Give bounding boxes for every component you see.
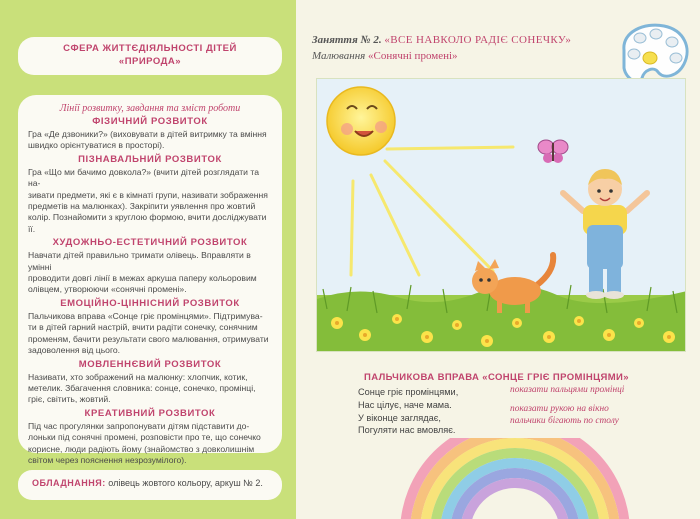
poem-line: Сонце гріє промінцями, [358,387,459,397]
action-line: пальчики бігають по столу [510,416,619,427]
sphere-title-box [18,37,282,75]
lines-title: Лінії розвитку, завдання та зміст роботи [59,103,241,114]
poem [358,386,458,437]
poem-line: У віконце заглядає, [358,412,441,423]
left-page [0,0,296,519]
section-text-line: колір. Познайомити з круглою формою, вчити досліджувати її. [28,212,267,234]
section-text-line: корисне, люди радіють йому (знайомство з довколишнім [28,443,255,454]
section-text-line: швидко орієнтуватися в просторі). [28,140,165,151]
section-text-line: метелик. Збагачення словника: сонце, сонечко, промінці, [28,382,256,393]
action-line: показати рукою на вікно [510,403,609,414]
poem-actions [510,384,624,428]
section-text-line: Навчати дітей правильно тримати олівець. Вправляти в умінні [28,250,251,272]
section-text-line: променям, бачити результати свого малювання, отримувати [28,333,269,344]
section-text-line: світом через пояснення незрозумілого). [28,454,187,465]
drawing-heading [312,50,458,62]
equipment-text: олівець жовтого кольору, аркуш № 2. [105,478,263,488]
section-text-line: лоньки під сонячні промені, розповісти про те, що сонечко [28,432,261,443]
poem-line: Нас цілує, наче мама. [358,399,452,410]
section-heading: ЕМОЦІЙНО-ЦІННІСНИЙ РОЗВИТОК [60,297,240,309]
rainbow-illustration [400,438,630,519]
section-text-line: задоволення від цього. [28,345,121,356]
section-heading: ХУДОЖНЬО-ЕСТЕТИЧНИЙ РОЗВИТОК [52,237,248,249]
sphere-title-line-2: «ПРИРОДА» [118,56,182,67]
section-text-line: Гра «Де дзвоники?» (виховувати в дітей витримку та вміння [28,129,267,139]
section-heading: ПІЗНАВАЛЬНИЙ РОЗВИТОК [78,153,222,165]
lesson-number: Заняття № 2. [312,34,382,46]
sun-illustration [327,87,395,155]
finger-exercise-title: ПАЛЬЧИКОВА ВПРАВА «СОНЦЕ ГРІЄ ПРОМІНЦЯМИ» [364,372,629,383]
lesson-illustration [316,78,686,352]
section-text-line: проводити довгі лінії в межах аркуша паперу кольоровим [28,273,257,284]
development-content [18,95,282,465]
section-text-line: Пальчикова вправа «Сонце гріє промінцями». Підтримува- [28,310,263,321]
section-text-line: олівцем, утворюючи «сонячні промені». [28,284,187,295]
sphere-title-line-1: СФЕРА ЖИТТЄДІЯЛЬНОСТІ ДІТЕЙ [63,43,237,54]
section-text-line: Називати, хто зображений на малюнку: хлопчик, котик, [28,371,248,382]
section-text-line: Гра «Що ми бачимо довкола?» (вчити дітей розглядати та на- [28,166,259,189]
lesson-title: «ВСЕ НАВКОЛО РАДІЄ СОНЕЧКУ» [384,34,572,46]
lesson-heading [312,34,571,46]
development-sections [28,115,272,466]
section-heading: КРЕАТИВНИЙ РОЗВИТОК [84,407,216,419]
right-page [296,0,700,519]
drawing-title: «Сонячні промені» [368,50,458,62]
section-text-line: ти в дітей гарний настрій, вчити радіти сонечку, сонячним [28,322,258,333]
equipment-box [18,470,282,500]
action-line: показати пальцями промінці [510,385,625,395]
section-heading: МОВЛЕННЄВИЙ РОЗВИТОК [78,358,222,370]
poem-line: Погуляти нас вмовляє. [358,425,456,436]
section-text-line: Під час прогулянки запропонувати дітям підставити до- [28,420,250,431]
section-text-line: зивати предмети, які є в кімнаті групи, називати зображення [28,189,268,200]
equipment-label: ОБЛАДНАННЯ: [32,478,106,488]
section-text-line: предметів на малюнках). Закріпити уявлення про жовтий [28,201,256,212]
drawing-prefix: Малювання [312,50,366,62]
section-text-line: гріє, світить, жовтий. [28,394,111,405]
section-heading: ФІЗИЧНИЙ РОЗВИТОК [92,116,208,127]
